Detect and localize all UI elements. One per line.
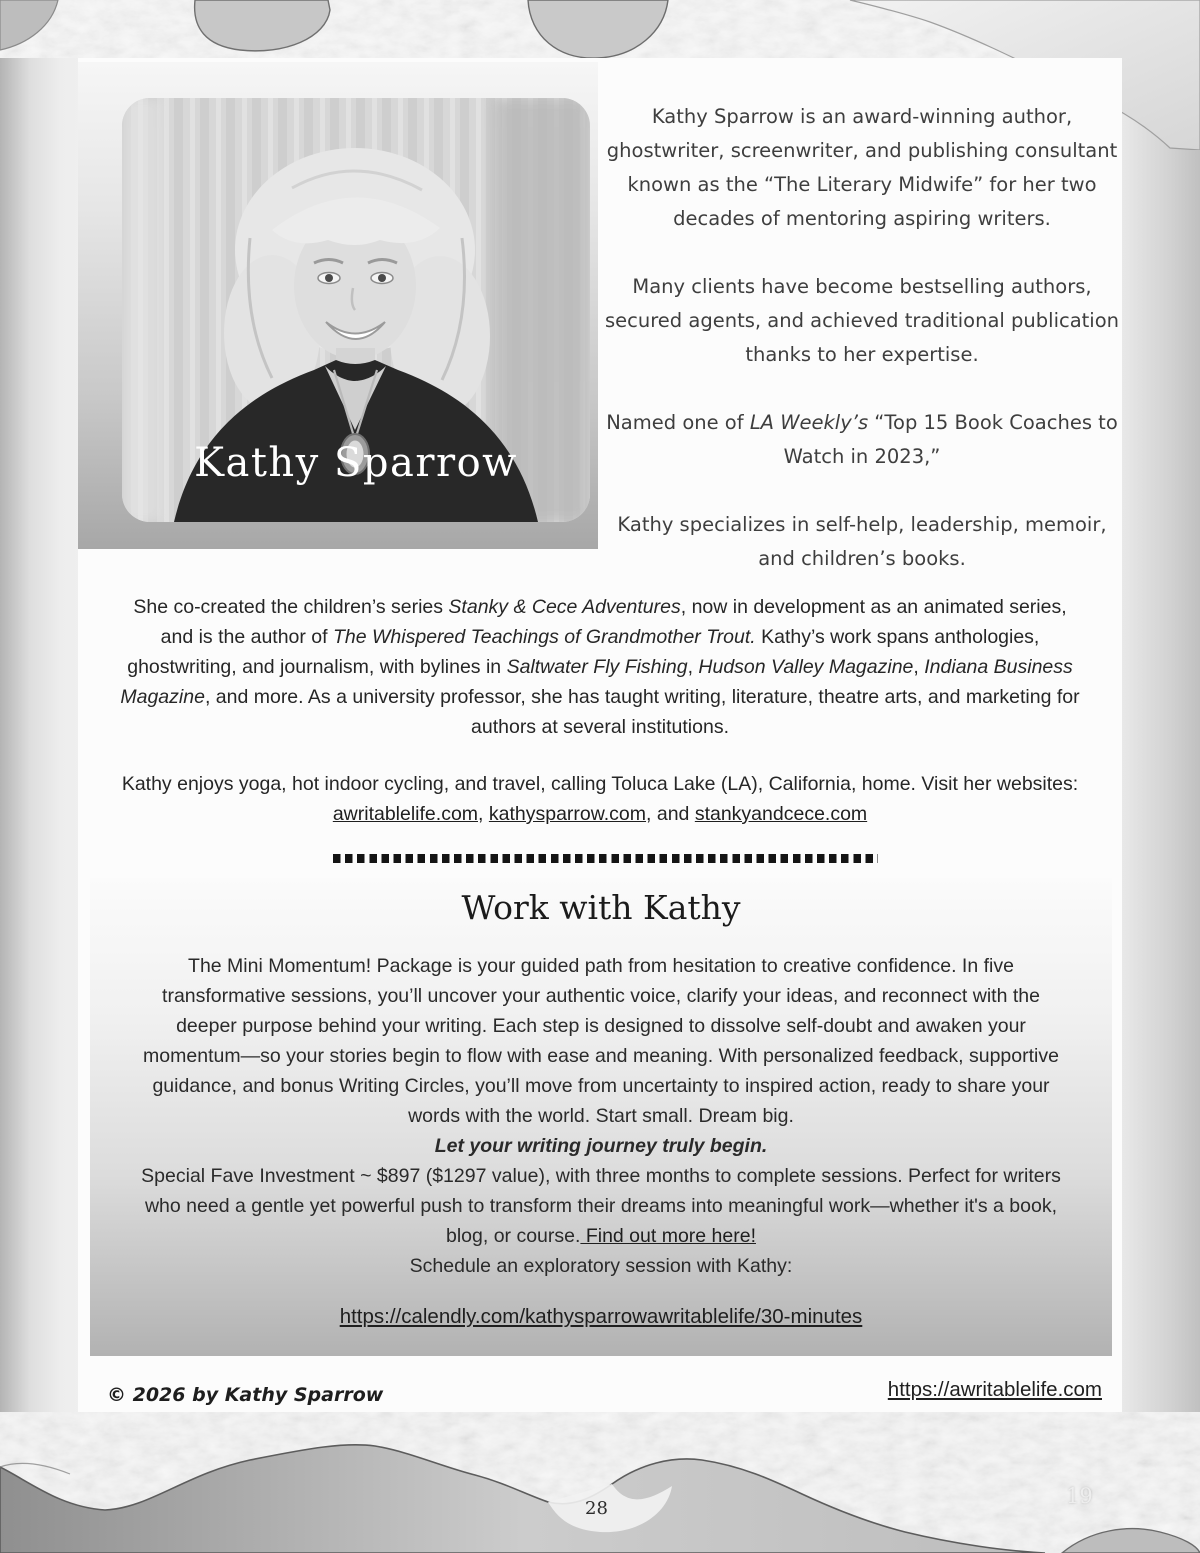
work-intro: The Mini Momentum! Package is your guided path from hesitation to creative confidence. In five transformative sessions, you’ll uncover your authentic voice, clarify your ideas, and reconnect with the deeper purpose behind your writing. Each step is designed to dissolve self-doubt and awaken your momentum—so your stories begin to flow with ease and meaning. With personalized feedback, supportive guidance, and bonus Writing Circles, you’ll move from uncertainty to inspired action, ready to share your words with the world. Start small. Dream big. (143, 955, 1059, 1127)
find-out-more-link[interactable]: Find out more here! (580, 1225, 756, 1247)
about-text: , and more. As a university professor, she has taught writing, literature, theatre arts, and marketing for authors at several institutions. (204, 686, 1080, 738)
link-stankyandcece[interactable]: stankyandcece.com (694, 803, 868, 825)
work-offer: Special Fave Investment ~ $897 ($1297 value), with three months to complete sessions. Perfect for writers who need a gentle yet powerful push to transform their dreams into meaningful work—whether it's a book, blog, or course. (141, 1165, 1061, 1247)
link-awritablelife[interactable]: awritablelife.com, (332, 803, 484, 825)
bio-paragraph-3 (600, 406, 1124, 474)
photo-panel (78, 62, 598, 549)
about-paragraph-1 (118, 592, 1082, 742)
dotted-divider (333, 854, 878, 863)
about-block (118, 592, 1082, 856)
about-text: Kathy enjoys yoga, hot indoor cycling, and travel, calling Toluca Lake (LA), California, home. Visit her websites: (121, 773, 1079, 795)
about-text: , (687, 656, 699, 678)
page-number: 28 (585, 1498, 608, 1519)
bio-p3-pre: Named one of (606, 411, 750, 434)
series-title: Stanky & Cece Adventures (448, 596, 681, 618)
about-text: She co-created the children’s series (133, 596, 449, 618)
about-paragraph-2 (118, 769, 1082, 829)
about-text: Kathy’s work spans anthologies, ghostwriting, and journalism, with bylines in (127, 626, 1040, 678)
about-text: , and (646, 803, 695, 825)
about-text: , (913, 656, 925, 678)
work-heading: Work with Kathy (461, 888, 741, 927)
magazine-title: Indiana Business Magazine (120, 656, 1073, 708)
calendly-row (90, 1305, 1112, 1329)
bio-paragraph-2: Many clients have become bestselling authors, secured agents, and achieved traditional publication thanks to her expertise. (604, 275, 1120, 366)
underlay-page-number: 19 (1066, 1484, 1093, 1508)
schedule-line: Schedule an exploratory session with Kathy: (409, 1255, 793, 1277)
work-with-kathy-card (90, 878, 1112, 1356)
work-body (131, 951, 1071, 1281)
bio-p3-post: “Top 15 Book Coaches to Watch in 2023,” (783, 411, 1118, 468)
footer-site-link[interactable]: https://awritablelife.com (887, 1378, 1102, 1401)
page-sheet (78, 58, 1122, 1438)
bio-paragraph-1: Kathy Sparrow is an award-winning author, ghostwriter, screenwriter, and publishing consultant known as the “The Literary Midwife” for her two decades of mentoring aspiring writers. (606, 105, 1118, 230)
calendly-link[interactable]: https://calendly.com/kathysparrowawritablelife/30-minutes (339, 1305, 863, 1328)
torn-paper-bottom (0, 1412, 1200, 1553)
bio-paragraph-4: Kathy specializes in self-help, leadership, memoir, and children’s books. (617, 513, 1107, 570)
about-text: , now in development as an animated series, and is the author of (160, 596, 1067, 648)
magazine-title: Hudson Valley Magazine (698, 656, 914, 678)
magazine-title: Saltwater Fly Fishing (506, 656, 688, 678)
book-title: The Whispered Teachings of Grandmother Trout. (333, 626, 756, 648)
bio-column (600, 100, 1124, 610)
link-kathysparrow[interactable]: kathysparrow.com (488, 803, 647, 825)
portrait-photo (122, 98, 590, 522)
copyright-notice: © 2026 by Kathy Sparrow (107, 1384, 384, 1406)
bio-p3-publication: LA Weekly’s (749, 411, 869, 434)
work-tagline: Let your writing journey truly begin. (434, 1135, 768, 1157)
photo-caption: Kathy Sparrow (194, 440, 518, 486)
